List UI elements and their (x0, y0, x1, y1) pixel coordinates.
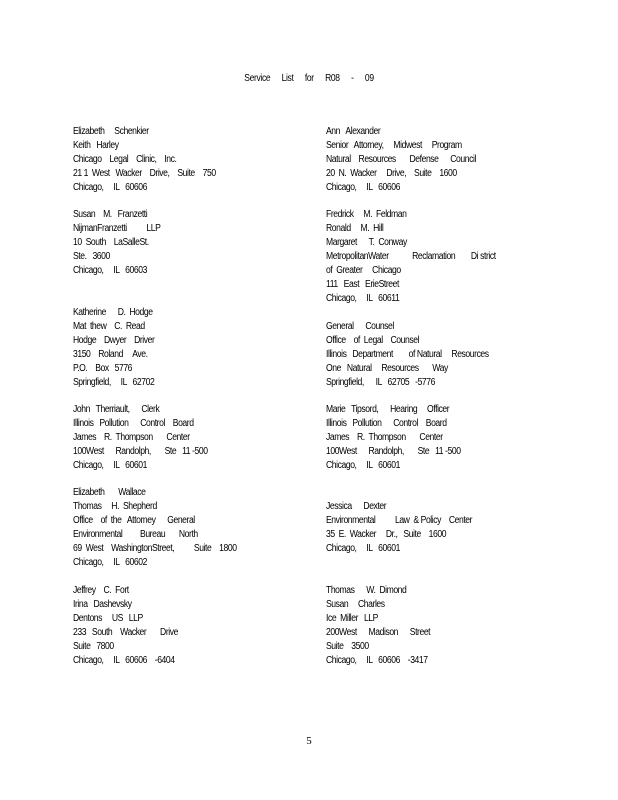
address-line: Springfield, IL 62702 (73, 377, 155, 388)
address-block-therriault (73, 403, 313, 473)
address-line: One Natural Resources Way (326, 363, 448, 374)
address-line: Elizabeth Schenkier (73, 126, 149, 137)
address-line: Jessica Dexter (326, 501, 387, 512)
address-line: Mat thew C. Read (73, 321, 145, 332)
address-line: 100West Randolph, Ste 11 -500 (326, 446, 461, 457)
address-line: Ste. 3600 (73, 251, 110, 262)
address-line: 69 West WashingtonStreet, Suite 1800 (73, 543, 237, 554)
address-line: MetropolitanWater Reclamation Di strict (326, 251, 496, 262)
address-line: General Counsel (326, 321, 394, 332)
address-line: Thomas H. Shepherd (73, 501, 157, 512)
address-line: 10 South LaSalleSt. (73, 237, 149, 248)
address-line: NijmanFranzetti LLP (73, 223, 161, 234)
address-line: James R. Thompson Center (326, 432, 443, 443)
address-line: Susan Charles (326, 599, 385, 610)
address-line: Suite 7800 (73, 641, 114, 652)
address-line: Illinois Department of Natural Resources (326, 349, 489, 360)
address-block-alexander (326, 125, 566, 195)
address-line: Illinois Pollution Control Board (326, 418, 447, 429)
address-line: of Greater Chicago (326, 265, 401, 276)
address-line: Katherine D. Hodge (73, 307, 153, 318)
address-line: Natural Resources Defense Council (326, 154, 476, 165)
address-line: Environmental Law & Policy Center (326, 515, 473, 526)
address-block-dexter (326, 500, 566, 556)
address-line: Jeffrey C. Fort (73, 585, 129, 596)
address-line: 20 N. Wacker Drive, Suite 1600 (326, 168, 457, 179)
address-line: Ann Alexander (326, 126, 381, 137)
address-line: Illinois Pollution Control Board (73, 418, 194, 429)
address-line: Fredrick M. Feldman (326, 209, 407, 220)
address-line: Chicago, IL 60603 (73, 265, 147, 276)
address-block-wallace-shepherd (73, 486, 313, 570)
address-line: Suite 3500 (326, 641, 369, 652)
address-line: Chicago, IL 60601 (326, 460, 400, 471)
address-line: 233 South Wacker Drive (73, 627, 178, 638)
address-line: Hodge Dwyer Driver (73, 335, 155, 346)
address-line: Chicago Legal Clinic, Inc. (73, 154, 177, 165)
address-line: Chicago, IL 60611 (326, 293, 400, 304)
address-line: Chicago, IL 60606 (73, 182, 147, 193)
address-line: Springfield, IL 62705 -5776 (326, 377, 435, 388)
address-line: Ice Miller LLP (326, 613, 378, 624)
address-line: 111 East ErieStreet (326, 279, 399, 290)
address-block-dimond-charles (326, 584, 566, 668)
address-line: Chicago, IL 60601 (326, 543, 400, 554)
address-line: 21 1 West Wacker Drive, Suite 750 (73, 168, 216, 179)
address-line: Elizabeth Wallace (73, 487, 146, 498)
address-line: Margaret T. Conway (326, 237, 407, 248)
address-line: Chicago, IL 60606 -6404 (73, 655, 175, 666)
address-line: P.O. Box 5776 (73, 363, 133, 374)
address-line: Chicago, IL 60606 (326, 182, 400, 193)
page-title: Service List for R08 - 09 (244, 73, 374, 84)
address-block-franzetti (73, 208, 313, 278)
address-block-schenkier-harley (73, 125, 313, 195)
address-block-general-counsel (326, 320, 566, 390)
address-line: 200West Madison Street (326, 627, 431, 638)
address-line: Chicago, IL 60606 -3417 (326, 655, 428, 666)
address-line: Irina Dashevsky (73, 599, 132, 610)
address-line: Chicago, IL 60601 (73, 460, 147, 471)
address-block-tipsord (326, 403, 566, 473)
address-line: 35 E. Wacker Dr., Suite 1600 (326, 529, 447, 540)
address-line: Susan M. Franzetti (73, 209, 148, 220)
address-line: Dentons US LLP (73, 613, 143, 624)
page-number: 5 (306, 735, 312, 747)
address-line: Senior Attorney, Midwest Program (326, 140, 462, 151)
address-line: Office of the Attorney General (73, 515, 195, 526)
address-line: Thomas W. Dimond (326, 585, 407, 596)
address-line: 100West Randolph, Ste 11 -500 (73, 446, 208, 457)
address-block-feldman-hill-conway (326, 208, 566, 306)
address-line: John Therriault, Clerk (73, 404, 160, 415)
address-line: Marie Tipsord, Hearing Officer (326, 404, 450, 415)
address-line: Keith Harley (73, 140, 119, 151)
address-block-hodge-read (73, 306, 313, 390)
address-line: Ronald M. Hill (326, 223, 384, 234)
address-line: Environmental Bureau North (73, 529, 198, 540)
address-line: James R. Thompson Center (73, 432, 190, 443)
address-block-fort-dashevsky (73, 584, 313, 668)
address-line: Office of Legal Counsel (326, 335, 420, 346)
address-line: Chicago, IL 60602 (73, 557, 147, 568)
address-line: 3150 Roland Ave. (73, 349, 148, 360)
